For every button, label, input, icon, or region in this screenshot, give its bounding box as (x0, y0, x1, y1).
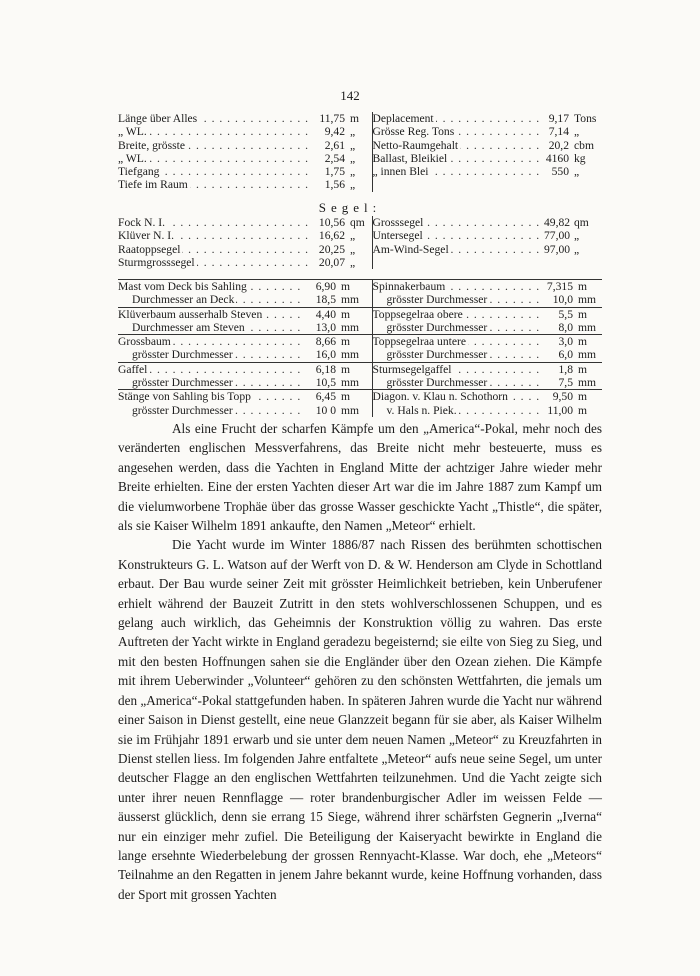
row-value-left: 4,40 (315, 307, 336, 321)
row-unit-left: „ (350, 151, 356, 165)
sails-heading: Segel: (318, 200, 382, 215)
table-row (118, 293, 602, 307)
table-row (118, 216, 602, 229)
row-value-left: 6,45 (315, 390, 336, 404)
table-row (118, 376, 602, 390)
row-value-left: 20,07 (318, 255, 345, 269)
row-value-left: 13,0 (315, 320, 336, 334)
row-value-left: 9,42 (324, 125, 345, 139)
row-label-left: Durchmesser an Deck (118, 293, 236, 306)
row-label-right: Untersegel (372, 229, 423, 243)
row-label-right: grösster Durchmesser (373, 293, 490, 306)
row-unit-left: mm (341, 320, 360, 334)
row-value-left: 2,54 (324, 151, 345, 165)
table-row (118, 229, 602, 242)
row-label-right: Grösse Reg. Tons (372, 125, 455, 139)
row-value-left: 20,25 (318, 242, 345, 256)
row-label-left: „ WL. (118, 151, 147, 165)
row-unit-right: m (578, 390, 588, 404)
row-label-left: Gaffel (118, 362, 148, 376)
row-unit-right: „ (574, 242, 580, 256)
row-unit-left: „ (350, 255, 356, 269)
row-label-right: Grosssegel (372, 216, 424, 229)
row-unit-left: m (341, 307, 351, 321)
row-unit-left: „ (350, 242, 356, 256)
row-value-right: 20,2 (548, 138, 569, 152)
row-value-right: 77,00 (544, 229, 571, 243)
row-value-right: 4160 (545, 151, 569, 165)
row-label-right: grösster Durchmesser (373, 376, 490, 389)
row-label-right: Netto-Raumgehalt (372, 138, 459, 152)
row-value-left: 6,18 (315, 362, 336, 376)
row-unit-left: „ (350, 125, 356, 139)
row-value-right: 1,8 (558, 362, 573, 376)
row-label-left: Fock N. I. (118, 216, 166, 229)
row-value-left: 2,61 (324, 138, 345, 152)
row-label-right (373, 178, 375, 191)
row-label-left: Breite, grösste (118, 138, 185, 152)
row-label-right (373, 256, 375, 269)
row-unit-left: m (341, 362, 351, 376)
table-row (118, 243, 602, 256)
row-label-left: Klüver N. I. (118, 229, 175, 243)
row-unit-right: qm (574, 216, 589, 229)
row-unit-right: m (578, 307, 588, 321)
table-row (118, 404, 602, 417)
row-unit-right: mm (578, 376, 597, 390)
row-value-right (567, 256, 569, 269)
body-text (118, 419, 602, 904)
row-label-left: grösster Durchmesser (118, 376, 235, 389)
row-unit-left: m (341, 390, 351, 404)
row-value-left: 6,90 (315, 280, 336, 293)
table-row (118, 112, 602, 125)
row-value-left: 16,0 (315, 348, 336, 362)
table-row (118, 335, 602, 349)
row-value-right: 8,0 (558, 320, 573, 334)
row-label-left: grösster Durchmesser (118, 404, 235, 417)
row-value-right: 7,14 (548, 125, 569, 139)
table-row (118, 139, 602, 152)
table-row (118, 321, 602, 335)
table-row (118, 307, 602, 321)
table-row (118, 280, 602, 294)
row-label-right: Diagon. v. Klau n. Schothorn (372, 390, 508, 404)
row-unit-right: kg (574, 151, 586, 165)
row-label-right: Ballast, Bleikiel (372, 151, 448, 165)
row-unit-right: mm (578, 293, 597, 307)
paragraph: Die Yacht wurde im Winter 1886/87 nach Rissen des berühmten schottischen Konstrukteurs G. L. Watson auf der Werft von D. & W. Henderson am Clyde in Schottland erbaut. Der Bau wurde seiner Zeit mit grösster Heimlichkeit betrieben, kein Unberufener erhielt während der Bauzeit Zutritt in den stets wohlverschlossenen Schuppen, und es gelang auch wirklich, das Geheimnis der Konstruktion völlig zu wahren. Das erste Auftreten der Yacht wirkte in England geradezu begeisternd; sie eilte von Sieg zu Sieg, und mit den besten Hoffnungen sahen sie die Engländer über den Ozean ziehen. Die Kämpfe mit ihrem Ueberwinder „Volunteer“ gehören zu den schönsten Wettfahrten, die jemals um den „America“-Pokal stattgefunden haben. In späteren Jahren wurde die Yacht nur während einer Saison in Dienst gestellt, eine neue Glanzzeit begann für sie aber, als Kaiser Wilhelm sie im Frühjahr 1891 erwarb und sie unter dem neuen Namen „Meteor“ zu Kreuzfahrten in Dienst stellen liess. Im folgenden Jahre entfaltete „Meteor“ aufs neue seine Segel, um unter deutscher Flagge an den englischen Wettfahrten teilzunehmen. Und die Yacht zeigte sich unter ihrer neuen Rennflagge — roter brandenburgischer Adler im weissen Felde — äusserst glücklich, denn sie errang 15 Siege, während ihrer schärfsten Gegnerin „Iverna“ nur ein einziger mehr zufiel. Die Beteiligung der Kaiseryacht bewirkte in England die lange ersehnte Wiederbelebung der grossen Rennyacht-Klasse. War doch, ehe „Meteors“ Teilnahme an den Regatten in jenem Jahre bekannt wurde, keine Hoffnung vorhanden, dass der Sport mit grossen Yachten (118, 537, 602, 902)
row-unit-right: Tons (574, 112, 597, 125)
row-unit-left: „ (350, 229, 356, 243)
row-value-left: 8,66 (315, 335, 336, 349)
row-label-left: Mast vom Deck bis Sahling (118, 280, 247, 293)
row-unit-left: mm (341, 293, 360, 307)
row-unit-right: mm (578, 320, 597, 334)
row-unit-right: „ (574, 125, 580, 139)
row-label-right: „ innen Blei (372, 165, 429, 179)
row-value-left: 10,5 (315, 376, 336, 390)
row-label-left: Tiefgang (118, 165, 160, 179)
spar-dimensions-table (118, 279, 602, 417)
row-label-right: Spinnakerbaum (372, 280, 446, 293)
row-unit-left: m (341, 280, 351, 293)
row-unit-right: m (578, 403, 588, 417)
row-value-left: 1,56 (324, 178, 345, 192)
table-row (118, 125, 602, 138)
table-row (118, 390, 602, 404)
table-row (118, 178, 602, 191)
row-value-right: 550 (551, 165, 569, 179)
row-value-right: 5,5 (558, 307, 573, 321)
row-value-left: 10 0 (315, 403, 336, 417)
table-row (118, 152, 602, 165)
row-label-left: Klüverbaum ausserhalb Steven (118, 307, 263, 321)
row-value-right: 97,00 (544, 242, 571, 256)
row-unit-right: m (578, 280, 588, 293)
row-value-right: 7,5 (558, 376, 573, 390)
row-value-right: 49,82 (544, 216, 571, 229)
row-value-right: 10,0 (552, 293, 573, 307)
row-unit-left: „ (350, 178, 356, 192)
row-unit-left: mm (341, 376, 360, 390)
row-label-right: Toppsegelraa untere (372, 335, 467, 349)
row-value-right: 9,50 (552, 390, 573, 404)
row-value-right (567, 178, 569, 191)
row-label-right: Am-Wind-Segel (372, 242, 449, 256)
row-unit-left: mm (341, 348, 360, 362)
row-label-right: grösster Durchmesser (373, 321, 490, 334)
row-unit-right: cbm (574, 138, 594, 152)
row-unit-left: „ (350, 165, 356, 179)
row-value-right: 9,17 (548, 112, 569, 125)
hull-dimensions-table (118, 112, 602, 192)
row-value-left: 1,75 (324, 165, 345, 179)
table-row (118, 362, 602, 376)
row-value-right: 11,00 (547, 403, 573, 417)
row-value-left: 11,75 (319, 112, 345, 125)
row-value-left: 10,56 (318, 216, 345, 229)
row-label-left: Stänge von Sahling bis Topp (118, 390, 251, 404)
row-value-left: 16,62 (318, 229, 345, 243)
row-unit-left: „ (350, 138, 356, 152)
row-label-left: Raatoppsegel (118, 242, 181, 256)
row-label-left: Sturmgrosssegel (118, 255, 195, 269)
table-row (118, 256, 602, 269)
row-unit-left: qm (350, 216, 365, 229)
row-unit-right: „ (574, 229, 580, 243)
row-unit-left: mm (341, 403, 360, 417)
row-label-left: grösster Durchmesser (118, 348, 235, 361)
row-unit-right: „ (574, 165, 580, 179)
row-value-left: 18,5 (315, 293, 336, 307)
row-unit-right: m (578, 335, 588, 349)
row-unit-right: mm (578, 348, 597, 362)
sail-areas-table (118, 216, 602, 269)
paragraph: Als eine Frucht der scharfen Kämpfe um den „America“-Pokal, mehr noch des veränderten englischen Messverfahrens, das Breite nicht mehr besteuerte, muss es angesehen werden, dass die Yachten in England Mitte der achtziger Jahre wieder mehr Breite erhielten. Eine der ersten Yachten dieser Art war die im Jahre 1887 zum Kampf um die vielumworbene Trophäe über das grosse Wasser geschickte Yacht „Thistle“, die später, als sie Kaiser Wilhelm 1891 ankaufte, den Namen „Meteor“ erhielt. (118, 421, 602, 534)
table-row (118, 348, 602, 362)
page-number: 142 (340, 88, 360, 103)
row-label-right: Sturmsegelgaffel (372, 362, 452, 376)
table-row (118, 165, 602, 178)
row-label-left: „ WL. (118, 125, 147, 139)
row-label-right: Toppsegelraa obere (372, 307, 463, 321)
row-value-right: 3,0 (558, 335, 573, 349)
row-unit-right: m (578, 362, 588, 376)
row-unit-left: m (341, 335, 351, 349)
row-label-right: Deplacement (372, 112, 434, 125)
row-label-right: v. Hals n. Piek. (373, 404, 459, 417)
row-label-right: grösster Durchmesser (373, 348, 490, 361)
row-label-left: Tiefe im Raum (118, 178, 188, 192)
row-label-left: Länge über Alles (118, 112, 198, 125)
row-value-right: 6,0 (558, 348, 573, 362)
row-label-left: Grossbaum (118, 335, 171, 349)
row-label-left: Durchmesser am Steven (118, 321, 247, 334)
row-unit-left: m (350, 112, 360, 125)
row-value-right: 7,315 (546, 280, 573, 293)
